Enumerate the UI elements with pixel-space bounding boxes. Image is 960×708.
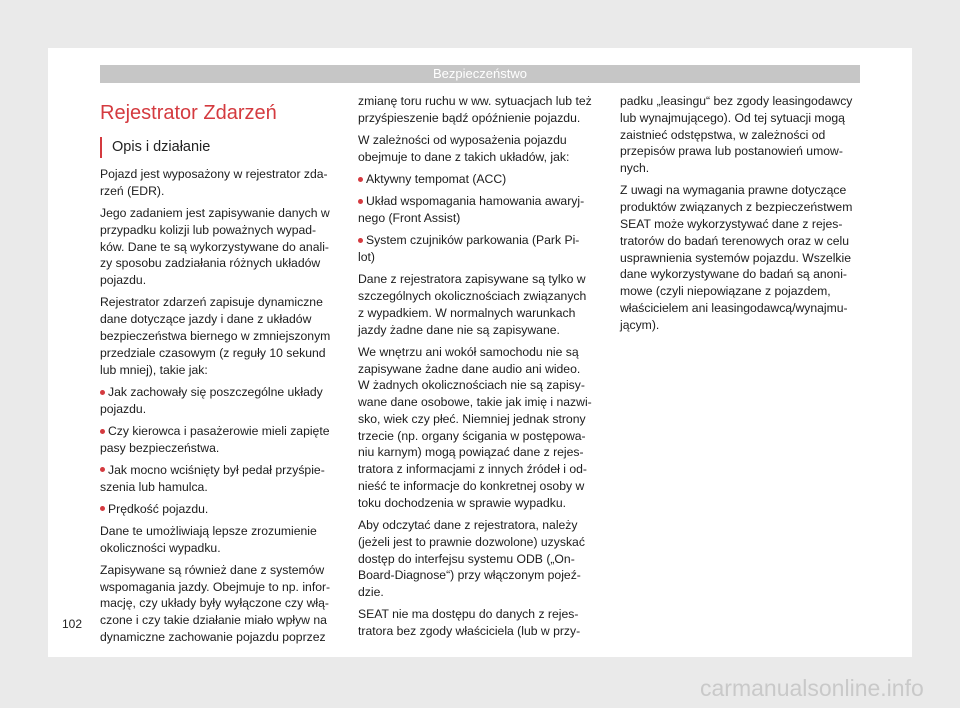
bullet-icon xyxy=(100,467,105,472)
text-column-2 xyxy=(358,93,604,645)
text-column-1 xyxy=(100,166,346,651)
bullet-icon xyxy=(358,199,363,204)
bullet-text: Układ wspomagania hamowania awaryj- nego (Front Assist) xyxy=(358,194,585,225)
paragraph: Aby odczytać dane z rejestratora, należy (jeżeli jest to prawnie dozwolone) uzyskać dostęp do interfejsu systemu ODB („On- Board-Diagnose“) przy włączonym pojeź- dzie. xyxy=(358,518,585,600)
subtitle-accent-bar xyxy=(100,137,102,158)
paragraph: Dane z rejestratora zapisywane są tylko w szczególnych okolicznościach związanych z wypadkiem. W normalnych warunkach jazdy żadne dane nie są zapisywane. xyxy=(358,272,587,337)
bullet-item xyxy=(358,232,604,266)
bullet-item xyxy=(358,193,604,227)
paragraph: Dane te umożliwiają lepsze zrozumienie okoliczności wypadku. xyxy=(100,523,317,555)
paragraph: Rejestrator zdarzeń zapisuje dynamiczne dane dotyczące jazdy i dane z układów bezpieczeństwa biernego w zmniejszonym przedziale czasowym (z reguły 10 sekund lub mniej), takie jak: xyxy=(100,295,331,377)
bullet-text: Czy kierowca i pasażerowie mieli zapięte pasy bezpieczeństwa. xyxy=(100,423,330,455)
paragraph: Jego zadaniem jest zapisywanie danych w przypadku kolizji lub poważnych wypad- ków. Dane te są wykorzystywane do anali- zy sposobu zadziałania różnych układów pojazdu. xyxy=(100,205,330,288)
bullet-icon xyxy=(100,390,105,395)
page-title: Rejestrator Zdarzeń xyxy=(100,102,277,124)
section-header xyxy=(100,65,860,83)
bullet-icon xyxy=(100,506,105,511)
bullet-text: System czujników parkowania (Park Pi- lot) xyxy=(358,233,580,264)
bullet-text: Prędkość pojazdu. xyxy=(108,501,209,516)
bullet-icon xyxy=(358,177,363,182)
paragraph: Pojazd jest wyposażony w rejestrator zda- rzeń (EDR). xyxy=(100,167,328,198)
bullet-text: Jak zachowały się poszczególne układy pojazdu. xyxy=(100,384,323,416)
bullet-item xyxy=(100,423,346,457)
bullet-text: Jak mocno wciśnięty był pedał przyśpie- szenia lub hamulca. xyxy=(100,462,325,494)
bullet-item xyxy=(100,384,346,418)
page-number: 102 xyxy=(62,617,83,631)
bullet-item xyxy=(100,462,346,496)
bullet-item xyxy=(100,501,346,518)
paragraph: W zależności od wyposażenia pojazdu obejmuje to dane z takich układów, jak: xyxy=(358,132,570,164)
bullet-icon xyxy=(358,238,363,243)
paragraph: Zapisywane są również dane z systemów wspomagania jazdy. Obejmuje to np. infor- mację, czy układy były wyłączone czy włą- czone i czy takie działanie miało wpływ na dynamiczne zachowanie pojazdu poprzez xyxy=(100,562,331,645)
bullet-item xyxy=(358,171,604,188)
paragraph: padku „leasingu“ bez zgody leasingodawcy lub wynajmującego). Od tej sytuacji mogą zaistnieć odstępstwa, w zależności od przepisów prawa lub postanowień umow- nych. xyxy=(620,94,853,176)
paragraph: Z uwagi na wymagania prawne dotyczące produktów związanych z bezpieczeństwem SEAT może wykorzystywać dane z rejes- tratorów do badań terenowych oraz w celu usprawnienia systemów pojazdu. Wszelkie dane wykorzystywane do badań są anoni- mowe (czyli niepowiązane z pojazdem, właścicielem ani leasingodawcą/wynajmu- jącym). xyxy=(620,183,853,332)
section-header-label: Bezpieczeństwo xyxy=(433,66,527,81)
bullet-icon xyxy=(100,429,105,434)
paragraph: We wnętrzu ani wokół samochodu nie są zapisywane żadne dane audio ani wideo. W żadnych okolicznościach nie są zapisy- wane dane osobowe, takie jak imię i nazwi- sko, wiek czy płeć. Niemniej jednak strony trzecie (np. organy ścigania w postępowa- niu karnym) mogą powiązać dane z rejes- tratora z informacjami z innych źródeł i od- nieść te informacje do konkretnej osoby w toku dochodzenia w sprawie wypadku. xyxy=(358,344,592,510)
paragraph: zmianę toru ruchu w ww. sytuacjach lub też przyśpieszenie bądź opóźnienie pojazdu. xyxy=(358,94,592,125)
text-column-3 xyxy=(620,93,866,339)
paragraph: SEAT nie ma dostępu do danych z rejes- tratora bez zgody właściciela (lub w przy- xyxy=(358,607,581,639)
bullet-text: Aktywny tempomat (ACC) xyxy=(366,171,507,186)
watermark: carmanualsonline.info xyxy=(700,675,924,701)
page-subtitle: Opis i działanie xyxy=(112,139,211,155)
